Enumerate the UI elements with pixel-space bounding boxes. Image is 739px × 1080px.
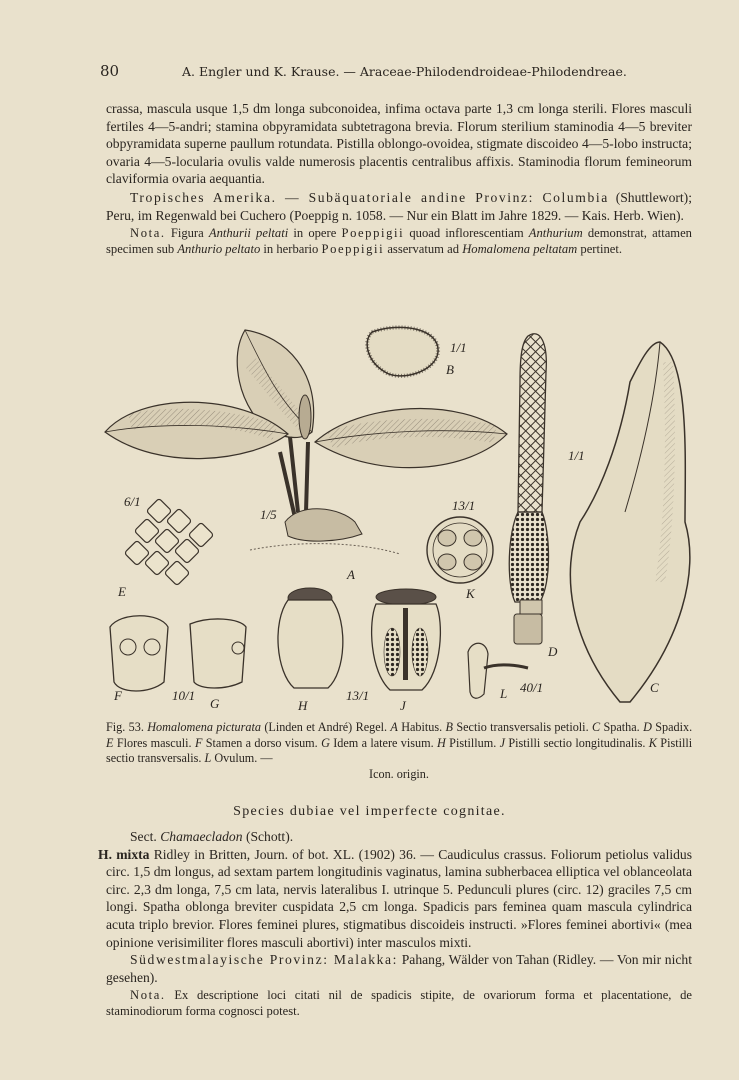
species-distribution — [106, 951, 692, 986]
petiole-section — [367, 327, 438, 376]
scale-C: 1/1 — [568, 448, 585, 463]
nota-text: Figura — [170, 226, 204, 241]
label-L: L — [500, 686, 508, 701]
male-flowers-cluster — [124, 498, 213, 585]
distribution-region: Südwestmalayische Provinz: Malakka: — [130, 952, 399, 968]
caption-text: Flores masculi. — [116, 735, 192, 750]
running-title: A. Engler und K. Krause. — Araceae-Philodendroideae-Philodendreae. — [182, 64, 627, 79]
caption-text: Habitus. — [401, 720, 443, 734]
nota-paragraph — [106, 226, 692, 257]
nota-text: in opere — [293, 226, 337, 241]
nota-text: pertinet. — [580, 241, 623, 256]
taxon-name: Anthurio peltato — [177, 241, 261, 256]
label-H: H — [298, 698, 308, 713]
caption-letter: J — [499, 735, 506, 750]
caption-letter: B — [445, 720, 453, 734]
label-C: C — [650, 680, 659, 695]
page-number: 80 — [100, 62, 120, 80]
species-code: H. mixta — [98, 846, 150, 862]
description-paragraph: crassa, mascula usque 1,5 dm longa subconoidea, infima octava parte 1,3 cm longa sterili. Flores masculi fertiles 4—5-andri; stamina obpyramidata subtetragona brevia. Florum sterilium staminodia 4—5 breviter obpyramidata superne paullum rotundata. Pistilla oblongo-ovoidea, stigmate discoideo 4—5-lobo instructa; ovaria 4—5-locularia ovulis valde numerosis placentis centralibus affixis. Staminodia florum femineorum claviformia ovaria aequantia. — [106, 101, 692, 187]
caption-letter: D — [643, 720, 652, 734]
nota-text: asservatum ad — [387, 241, 460, 256]
pistil-drawing — [278, 588, 343, 688]
caption-text: Idem a latere visum. — [333, 735, 434, 750]
species-name: Homalomena picturata — [147, 720, 261, 734]
caption-text: Sectio transversalis petioli. — [456, 720, 589, 734]
caption-letter: K — [648, 735, 657, 750]
caption-text: Spadix. — [655, 720, 693, 734]
distribution-localities: (Shuttlewort); Peru, im Regenwald bei Cuchero (Poeppig n. 1058. — Nur ein Blatt im Jahre 1829. — Kais. Herb. Wien). — [106, 189, 692, 223]
label-J: J — [400, 698, 406, 713]
distribution-region: Tropisches Amerika. — Subäquatoriale andine Provinz: Columbia — [130, 189, 609, 205]
scale-K: 13/1 — [452, 498, 476, 513]
label-F: F — [114, 688, 122, 703]
distribution-localities: Pahang, Wälder von Tahan (Ridley. — Von mir nicht gesehen). — [106, 952, 692, 985]
label-D: D — [548, 644, 558, 659]
ovulum-drawing — [468, 643, 528, 698]
scale-A: 1/5 — [260, 507, 277, 522]
species-description: Ridley in Britten, Journ. of bot. XL. (1902) 36. — Caudiculus crassus. Foliorum petiolus validus circ. 1,5 dm longus, ad sextam partem longitudinis vaginatus, lamina subherbacea elliptica vel oblanceolata circ. 2,3 dm longa, 7,5 cm lata, nervis lateralibus I. utrinque 5. Pedunculi plures (circ. 12) graciles 7,5 cm longi. Spatha oblonga breviter cuspidata 2,5 cm longa. Spadicis pars feminea quam mascula cylindrica acuta triplo brevior. Flores feminei plures, stigmatibus discoideis instructi. »Flores feminei abortivi« (mea opinione verisimiliter flores masculi abortivi) inter masculos mixti. — [106, 846, 693, 950]
nota-text: in herbario — [263, 241, 319, 256]
sect-label: Sect. — [130, 829, 157, 844]
nota-text: quoad inflorescentiam — [409, 226, 524, 241]
species-block — [98, 828, 693, 1020]
spadix-drawing — [509, 334, 548, 644]
caption-text: Pistilli sectio transversalis. — [106, 735, 693, 765]
description-block — [106, 100, 692, 257]
taxon-name: Homalomena peltatam — [462, 241, 578, 256]
species-paragraph — [98, 846, 693, 952]
nota-label: Nota. — [130, 226, 166, 241]
label-E: E — [118, 584, 126, 599]
caption-end: Icon. origin. — [369, 766, 429, 781]
caption-letter: C — [591, 720, 601, 734]
sect-author: (Schott). — [245, 829, 294, 844]
stamen-back-view — [110, 616, 168, 691]
scale-L: 40/1 — [520, 680, 544, 695]
label-G: G — [210, 696, 220, 711]
figure-number: Fig. 53. — [106, 720, 144, 734]
figure-caption — [106, 720, 692, 782]
label-K: K — [466, 586, 475, 601]
botanical-figure — [100, 322, 700, 712]
label-B: B — [446, 362, 454, 377]
figure-drawing — [100, 322, 700, 712]
scale-B: 1/1 — [450, 340, 467, 355]
taxon-name: Anthurium — [528, 226, 583, 241]
pistil-transverse-section — [427, 517, 493, 583]
stamen-side-view — [190, 619, 246, 688]
caption-text: Spatha. — [603, 720, 640, 734]
caption-letter: F — [194, 735, 203, 750]
scale-FG: 10/1 — [172, 688, 196, 703]
label-A: A — [347, 567, 355, 582]
section-line — [106, 828, 692, 846]
caption-text: Ovulum. — — [214, 751, 273, 765]
caption-letter: L — [204, 751, 212, 765]
nota-text: demonstrat, attamen specimen sub — [106, 226, 692, 256]
spatha-drawing — [570, 342, 690, 702]
scale-E: 6/1 — [124, 494, 141, 509]
caption-text: Stamen a dorso visum. — [205, 735, 318, 750]
taxon-name: Anthurii peltati — [208, 226, 289, 241]
caption-text: Pistillum. — [449, 735, 497, 750]
distribution-paragraph — [106, 189, 692, 224]
section-heading: Species dubiae vel imperfecte cognitae. — [233, 804, 506, 819]
caption-letter: E — [106, 735, 114, 750]
nota-label: Nota. — [130, 988, 166, 1003]
scale-HJ: 13/1 — [346, 688, 370, 703]
caption-letter: G — [321, 735, 330, 750]
pistil-longitudinal-section — [372, 589, 441, 690]
sect-name: Chamaecladon — [160, 829, 243, 844]
caption-letter: H — [437, 735, 446, 750]
species-authors: (Linden et André) Regel. — [264, 720, 388, 734]
author-name: Poeppigii — [341, 226, 405, 241]
caption-letter: A — [390, 720, 398, 734]
author-name: Poeppigii — [321, 241, 385, 256]
nota-text: Ex descriptione loci citati nil de spadicis stipite, de ovariorum forma et placentatione, de staminodiorum forma cognosci potest. — [106, 988, 692, 1018]
species-nota — [106, 988, 692, 1019]
caption-text: Pistilli sectio longitudinalis. — [508, 735, 646, 750]
